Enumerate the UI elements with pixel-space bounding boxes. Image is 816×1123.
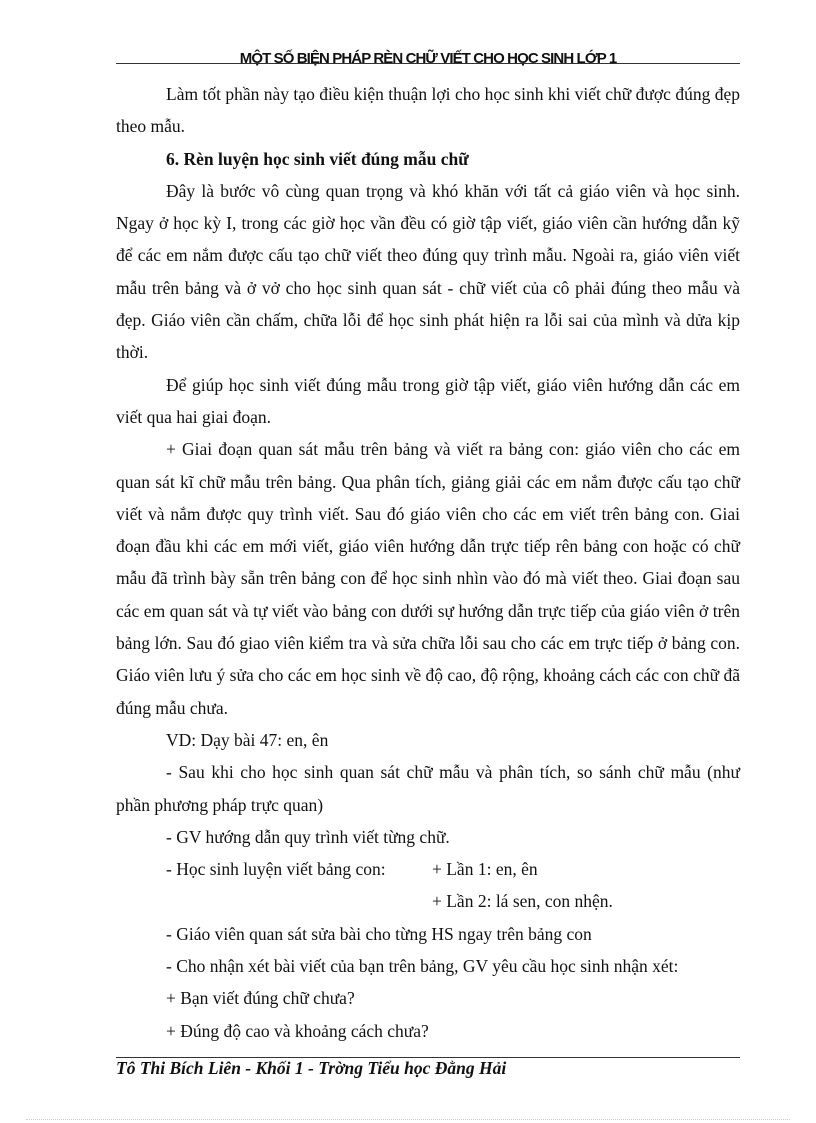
list-item-teacher-corrects: - Giáo viên quan sát sửa bài cho từng HS ngay trên bảng con (166, 923, 592, 944)
paragraph-intro: Làm tốt phần này tạo điều kiện thuận lợi cho học sinh khi viết chữ được đúng đẹp theo mẫu. (116, 84, 740, 137)
header-divider (116, 63, 740, 64)
board-practice-label: - Học sinh luyện viết bảng con: (166, 859, 386, 880)
paragraph-two-stages: Để giúp học sinh viết đúng mẫu trong giờ tập viết, giáo viên hướng dẫn các em viết qua hai giai đoạn. (116, 374, 740, 427)
practice-round-1: + Lần 1: en, ên (432, 859, 538, 880)
page-bottom-edge (26, 1119, 790, 1120)
list-item-round-2 (116, 885, 740, 917)
paragraph-stage-one: + Giai đoạn quan sát mẫu trên bảng và viết ra bảng con: giáo viên cho các em quan sát kĩ chữ mẫu trên bảng. Qua phân tích, giảng giải các em nắm được cấu tạo chữ viết và nắm được quy trình viết. Sau đó giáo viên cho các em viết trên bảng con. Giai đoạn đầu khi các em mới viết, giáo viên hướng dẫn trực tiếp rên bảng con hoặc có chữ mẫu đã trình bày sẵn trên bảng con để học sinh nhìn vào đó mà viết theo. Giai đoạn sau các em quan sát và tự viết vào bảng con dưới sự hướng dẫn trực tiếp của giáo viên ở trên bảng lớn. Sau đó giao viên kiểm tra và sửa chữa lỗi sau cho các em trực tiếp ở bảng con. Giáo viên lưu ý sửa cho các em học sinh về độ cao, độ rộng, khoảng cách các con chữ đã đúng mẫu chưa. (116, 439, 740, 718)
running-header-title: MỘT SỐ BIỆN PHÁP RÈN CHỮ VIẾT CHO HỌC SINH LỚP 1 (239, 50, 617, 67)
section-heading: 6. Rèn luyện học sinh viết đúng mẫu chữ (166, 148, 469, 169)
list-item-teacher-guides: - GV hướng dẫn quy trình viết từng chữ. (166, 826, 450, 847)
practice-round-2: + Lần 2: lá sen, con nhện. (432, 891, 613, 912)
list-item-question-height-spacing: + Đúng độ cao và khoảng cách chưa? (166, 1020, 429, 1041)
list-item-peer-review: - Cho nhận xét bài viết của bạn trên bảng, GV yêu cầu học sinh nhận xét: (166, 956, 679, 977)
running-footer: Tô Thi Bích Liên - Khối 1 - Trờng Tiểu học Đằng Hải (116, 1058, 507, 1078)
document-body (116, 78, 740, 1047)
list-item-board-practice (116, 853, 740, 885)
list-item-question-correct-letter: + Bạn viết đúng chữ chưa? (166, 988, 355, 1009)
paragraph-importance: Đây là bước vô cùng quan trọng và khó khăn với tất cả giáo viên và học sinh. Ngay ở học kỳ I, trong các giờ học vần đều có giờ tập viết, giáo viên cần hướng dẫn kỹ để các em nắm được cấu tạo chữ viết theo đúng quy trình mẫu. Ngoài ra, giáo viên viết mẫu trên bảng và ở vở cho học sinh quan sát - chữ viết của cô phải đúng theo mẫu và đẹp. Giáo viên cần chấm, chữa lỗi để học sinh phát hiện ra lỗi sai của mình và dửa kịp thời. (116, 180, 740, 363)
paragraph-example: VD: Dạy bài 47: en, ên (166, 729, 329, 750)
paragraph-observe-sample: - Sau khi cho học sinh quan sát chữ mẫu và phân tích, so sánh chữ mẫu (như phần phương pháp trực quan) (116, 762, 740, 815)
